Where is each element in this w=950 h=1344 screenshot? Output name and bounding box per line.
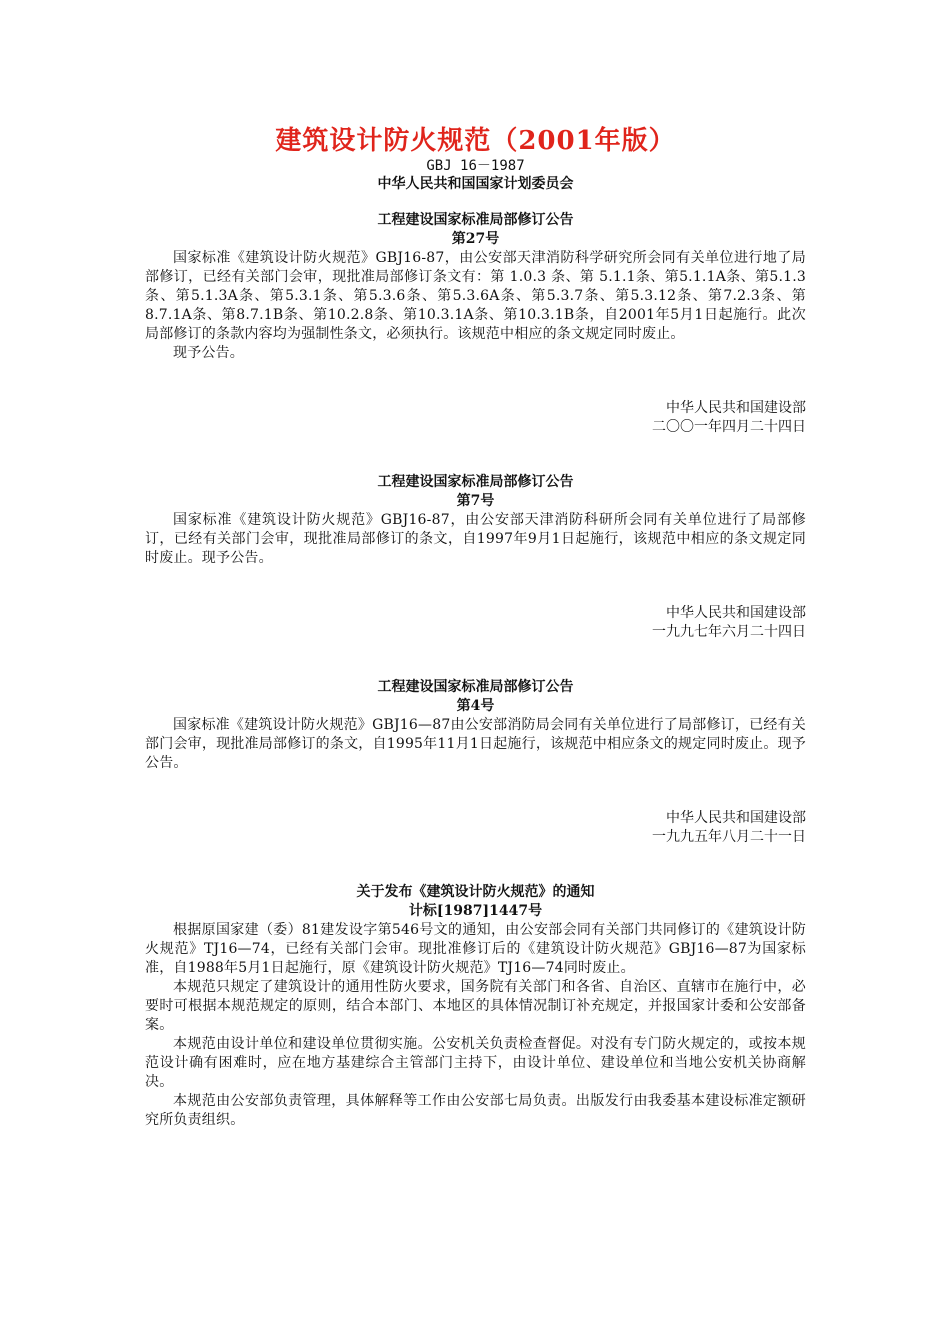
notice-heading: 工程建设国家标准局部修订公告	[377, 679, 574, 695]
signature-date: 二〇〇一年四月二十四日	[652, 419, 806, 435]
spacer	[145, 437, 806, 473]
notice-paragraph: 本规范由公安部负责管理，具体解释等工作由公安部七局负责。出版发行由我委基本建设标准定额研究所负责组织。	[145, 1093, 806, 1128]
notice-paragraph: 国家标准《建筑设计防火规范》GBJ16-87，由公安部天津消防科研所会同有关单位进行了局部修订，已经有关部门会审，现批准局部修订的条文，自1997年9月1日起施行，该规范中相应的条文规定同时废止。现予公告。	[145, 512, 806, 566]
signature-organization: 中华人民共和国建设部	[666, 605, 806, 621]
notice-number: 第4号	[456, 698, 495, 714]
notice-7	[145, 473, 806, 642]
notice-4	[145, 678, 806, 847]
spacer	[145, 847, 806, 883]
notice-heading: 工程建设国家标准局部修订公告	[377, 212, 574, 228]
notice-paragraph: 本规范由设计单位和建设单位贯彻实施。公安机关负责检查督促。对没有专门防火规定的，或按本规范设计确有困难时，应在地方基建综合主管部门主持下，由设计单位、建设单位和当地公安机关协商解决。	[145, 1036, 806, 1090]
notice-number: 第27号	[451, 231, 500, 247]
issuing-organization: 中华人民共和国国家计划委员会	[377, 176, 574, 192]
notice-number: 第7号	[456, 493, 495, 509]
notice-27	[145, 211, 806, 437]
notice-paragraph: 国家标准《建筑设计防火规范》GBJ16—87由公安部消防局会同有关单位进行了局部修订，已经有关部门会审，现批准局部修订的条文，自1995年11月1日起施行，该规范中相应条文的规定同时废止。现予公告。	[145, 717, 806, 771]
signature-organization: 中华人民共和国建设部	[666, 810, 806, 826]
spacer	[145, 642, 806, 678]
spacer	[145, 363, 806, 399]
notice-paragraph: 根据原国家建（委）81建发设字第546号文的通知，由公安部会同有关部门共同修订的《建筑设计防火规范》TJ16—74，已经有关部门会审。现批准修订后的《建筑设计防火规范》GBJ16—87为国家标准，自1988年5月1日起施行，原《建筑设计防火规范》TJ16—74同时废止。	[145, 922, 806, 976]
notice-paragraph: 本规范只规定了建筑设计的通用性防火要求，国务院有关部门和各省、自治区、直辖市在施行中，必要时可根据本规范规定的原则，结合本部门、本地区的具体情况制订补充规定，并报国家计委和公安部备案。	[145, 979, 806, 1033]
signature-organization: 中华人民共和国建设部	[666, 400, 806, 416]
signature-date: 一九九七年六月二十四日	[652, 624, 806, 640]
standard-code: GBJ 16－1987	[426, 158, 525, 174]
notice-heading: 关于发布《建筑设计防火规范》的通知	[356, 884, 595, 900]
notice-heading: 工程建设国家标准局部修订公告	[377, 474, 574, 490]
notice-paragraph: 现予公告。	[173, 345, 244, 361]
spacer	[145, 568, 806, 604]
notice-number: 计标[1987]1447号	[408, 903, 543, 919]
signature-date: 一九九五年八月二十一日	[652, 829, 806, 845]
document-title: 建筑设计防火规范（2001年版）	[275, 126, 676, 156]
document-page	[145, 126, 806, 1130]
notice-paragraph: 国家标准《建筑设计防火规范》GBJ16-87，由公安部天津消防科学研究所会同有关单位进行地了局部修订，已经有关部门会审，现批准局部修订条文有：第 1.0.3 条、第 5.1.1条、第5.1.1A条、第5.1.3条、第5.1.3A条、第5.3.1条、第5.3.6条、第5.3.6A条、第5.3.7条、第5.3.12条、第7.2.3条、第8.7.1A条、第8.7.1B条、第10.2.8条、第10.3.1A条、第10.3.1B条，自2001年5月1日起施行。此次局部修订的条款内容均为强制性条文，必须执行。该规范中相应的条文规定同时废止。	[145, 250, 806, 342]
spacer	[145, 193, 806, 211]
publication-notice	[145, 883, 806, 1130]
spacer	[145, 773, 806, 809]
